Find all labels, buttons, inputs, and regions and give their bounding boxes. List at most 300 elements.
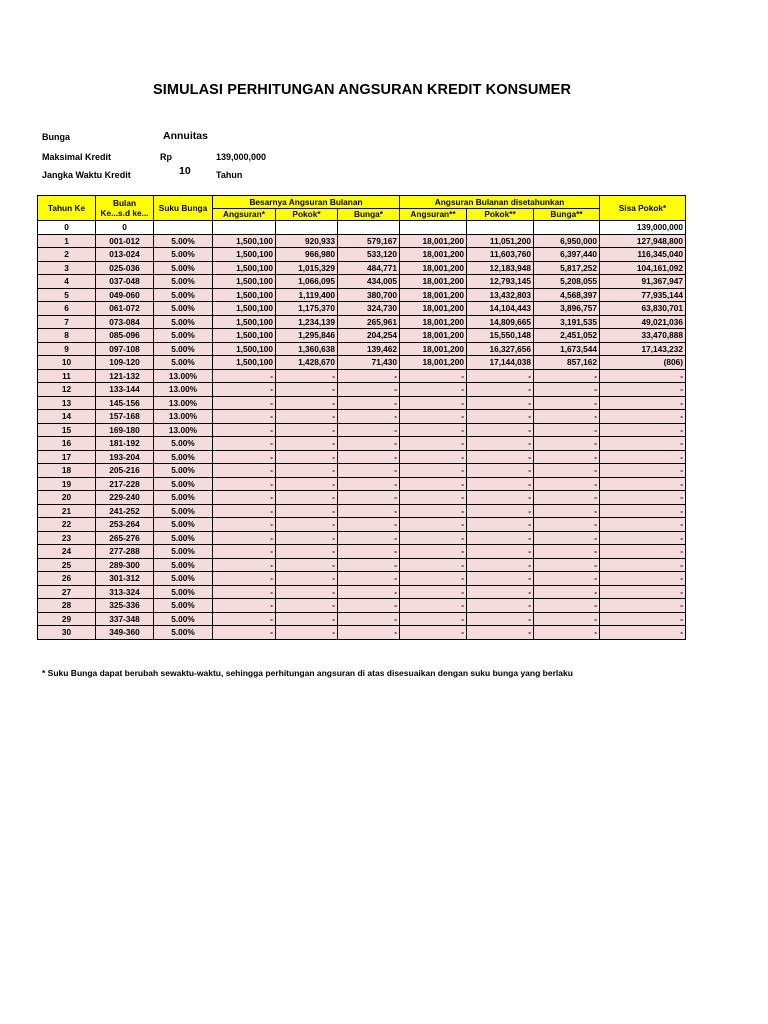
cell-pokok: - bbox=[276, 504, 338, 518]
cell-pokok-tahunan: 11,603,760 bbox=[467, 248, 534, 262]
jangka-waktu-label: Jangka Waktu Kredit bbox=[42, 170, 131, 180]
footnote: * Suku Bunga dapat berubah sewaktu-waktu, sehingga perhitungan angsuran di atas disesuaikan dengan suku bunga yang berlaku bbox=[42, 668, 573, 678]
cell-bunga-tahunan: 2,451,052 bbox=[534, 329, 600, 343]
cell-angsuran-tahunan: - bbox=[400, 410, 467, 424]
cell-bunga: - bbox=[338, 383, 400, 397]
cell-suku-bunga: 5.00% bbox=[154, 545, 213, 559]
cell-sisa-pokok: 49,021,036 bbox=[600, 315, 686, 329]
cell-bunga: - bbox=[338, 572, 400, 586]
cell-suku-bunga: 5.00% bbox=[154, 531, 213, 545]
cell-bunga-tahunan: - bbox=[534, 423, 600, 437]
cell-suku-bunga: 5.00% bbox=[154, 626, 213, 640]
cell-sisa-pokok: 116,345,040 bbox=[600, 248, 686, 262]
cell-suku-bunga: 5.00% bbox=[154, 504, 213, 518]
header-angsuran-tahunan: Angsuran** bbox=[400, 208, 467, 221]
cell-bulan: 085-096 bbox=[96, 329, 154, 343]
cell-angsuran-tahunan: 18,001,200 bbox=[400, 288, 467, 302]
page-title: SIMULASI PERHITUNGAN ANGSURAN KREDIT KONSUMER bbox=[152, 82, 572, 98]
cell-pokok-tahunan: 12,183,948 bbox=[467, 261, 534, 275]
cell-bunga-tahunan: - bbox=[534, 464, 600, 478]
cell-bunga: - bbox=[338, 558, 400, 572]
jangka-waktu-value: 10 bbox=[179, 165, 191, 177]
table-row bbox=[38, 558, 686, 572]
cell-tahun: 12 bbox=[38, 383, 96, 397]
cell-bunga: - bbox=[338, 585, 400, 599]
cell-bunga-tahunan bbox=[534, 221, 600, 235]
cell-sisa-pokok: 77,935,144 bbox=[600, 288, 686, 302]
cell-bunga bbox=[338, 221, 400, 235]
cell-angsuran: 1,500,100 bbox=[213, 234, 276, 248]
installment-table bbox=[37, 195, 686, 640]
cell-suku-bunga: 13.00% bbox=[154, 423, 213, 437]
cell-pokok: 920,933 bbox=[276, 234, 338, 248]
cell-tahun: 22 bbox=[38, 518, 96, 532]
cell-bunga: 434,005 bbox=[338, 275, 400, 289]
cell-pokok: - bbox=[276, 477, 338, 491]
bunga-label: Bunga bbox=[42, 132, 70, 142]
cell-angsuran-tahunan: - bbox=[400, 585, 467, 599]
cell-angsuran-tahunan: - bbox=[400, 626, 467, 640]
cell-bulan: 001-012 bbox=[96, 234, 154, 248]
cell-pokok-tahunan: - bbox=[467, 545, 534, 559]
cell-sisa-pokok: - bbox=[600, 626, 686, 640]
cell-sisa-pokok: - bbox=[600, 491, 686, 505]
cell-angsuran-tahunan: 18,001,200 bbox=[400, 315, 467, 329]
cell-angsuran: - bbox=[213, 585, 276, 599]
cell-sisa-pokok: - bbox=[600, 558, 686, 572]
cell-bunga-tahunan: - bbox=[534, 396, 600, 410]
cell-tahun: 17 bbox=[38, 450, 96, 464]
cell-pokok: - bbox=[276, 626, 338, 640]
cell-bunga-tahunan: 3,896,757 bbox=[534, 302, 600, 316]
cell-pokok: - bbox=[276, 450, 338, 464]
cell-angsuran-tahunan: 18,001,200 bbox=[400, 275, 467, 289]
cell-angsuran: 1,500,100 bbox=[213, 302, 276, 316]
cell-pokok: - bbox=[276, 369, 338, 383]
cell-pokok: 1,015,329 bbox=[276, 261, 338, 275]
cell-sisa-pokok: - bbox=[600, 504, 686, 518]
cell-tahun: 23 bbox=[38, 531, 96, 545]
cell-pokok-tahunan: - bbox=[467, 504, 534, 518]
cell-bulan: 025-036 bbox=[96, 261, 154, 275]
cell-angsuran: - bbox=[213, 612, 276, 626]
cell-pokok-tahunan: - bbox=[467, 531, 534, 545]
cell-tahun: 6 bbox=[38, 302, 96, 316]
cell-angsuran-tahunan: 18,001,200 bbox=[400, 302, 467, 316]
cell-bulan: 217-228 bbox=[96, 477, 154, 491]
cell-suku-bunga: 5.00% bbox=[154, 234, 213, 248]
table-row bbox=[38, 356, 686, 370]
cell-sisa-pokok: - bbox=[600, 477, 686, 491]
cell-tahun: 2 bbox=[38, 248, 96, 262]
cell-bulan: 301-312 bbox=[96, 572, 154, 586]
cell-pokok: - bbox=[276, 612, 338, 626]
cell-angsuran: - bbox=[213, 477, 276, 491]
header-pokok-tahunan: Pokok** bbox=[467, 208, 534, 221]
table-row bbox=[38, 302, 686, 316]
cell-bunga: - bbox=[338, 518, 400, 532]
cell-angsuran: 1,500,100 bbox=[213, 288, 276, 302]
cell-bunga-tahunan: 5,208,055 bbox=[534, 275, 600, 289]
cell-bunga: - bbox=[338, 491, 400, 505]
cell-angsuran-tahunan: - bbox=[400, 518, 467, 532]
cell-angsuran: - bbox=[213, 410, 276, 424]
cell-pokok: 1,066,095 bbox=[276, 275, 338, 289]
cell-sisa-pokok: - bbox=[600, 464, 686, 478]
cell-pokok: - bbox=[276, 437, 338, 451]
cell-angsuran-tahunan: - bbox=[400, 599, 467, 613]
cell-angsuran-tahunan: 18,001,200 bbox=[400, 234, 467, 248]
cell-bunga: - bbox=[338, 504, 400, 518]
cell-bulan: 169-180 bbox=[96, 423, 154, 437]
cell-sisa-pokok: - bbox=[600, 531, 686, 545]
cell-bunga-tahunan: 4,568,397 bbox=[534, 288, 600, 302]
cell-bunga-tahunan: - bbox=[534, 477, 600, 491]
cell-sisa-pokok: 63,830,701 bbox=[600, 302, 686, 316]
cell-angsuran-tahunan: 18,001,200 bbox=[400, 248, 467, 262]
cell-bunga: 139,462 bbox=[338, 342, 400, 356]
cell-angsuran: 1,500,100 bbox=[213, 329, 276, 343]
cell-pokok: - bbox=[276, 410, 338, 424]
cell-tahun: 9 bbox=[38, 342, 96, 356]
cell-pokok-tahunan: 13,432,803 bbox=[467, 288, 534, 302]
cell-bulan: 133-144 bbox=[96, 383, 154, 397]
cell-bulan: 097-108 bbox=[96, 342, 154, 356]
cell-bunga: - bbox=[338, 477, 400, 491]
cell-angsuran: - bbox=[213, 572, 276, 586]
cell-bunga: 484,771 bbox=[338, 261, 400, 275]
cell-suku-bunga: 5.00% bbox=[154, 437, 213, 451]
cell-pokok: - bbox=[276, 518, 338, 532]
cell-sisa-pokok: 91,367,947 bbox=[600, 275, 686, 289]
header-bunga: Bunga* bbox=[338, 208, 400, 221]
cell-angsuran-tahunan: - bbox=[400, 558, 467, 572]
cell-bulan: 265-276 bbox=[96, 531, 154, 545]
cell-tahun: 14 bbox=[38, 410, 96, 424]
table-row bbox=[38, 288, 686, 302]
cell-bunga-tahunan: - bbox=[534, 518, 600, 532]
cell-bunga: 204,254 bbox=[338, 329, 400, 343]
cell-suku-bunga: 5.00% bbox=[154, 585, 213, 599]
cell-tahun: 8 bbox=[38, 329, 96, 343]
cell-bulan: 049-060 bbox=[96, 288, 154, 302]
cell-suku-bunga: 5.00% bbox=[154, 450, 213, 464]
cell-tahun: 25 bbox=[38, 558, 96, 572]
cell-bunga: 265,961 bbox=[338, 315, 400, 329]
cell-pokok-tahunan: - bbox=[467, 437, 534, 451]
cell-tahun: 29 bbox=[38, 612, 96, 626]
table-row bbox=[38, 599, 686, 613]
cell-tahun: 3 bbox=[38, 261, 96, 275]
table-row bbox=[38, 518, 686, 532]
cell-angsuran-tahunan: - bbox=[400, 396, 467, 410]
cell-angsuran: - bbox=[213, 437, 276, 451]
cell-bulan: 121-132 bbox=[96, 369, 154, 383]
cell-tahun: 30 bbox=[38, 626, 96, 640]
table-row bbox=[38, 531, 686, 545]
cell-pokok-tahunan: - bbox=[467, 396, 534, 410]
cell-angsuran: 1,500,100 bbox=[213, 261, 276, 275]
cell-pokok-tahunan: - bbox=[467, 491, 534, 505]
cell-pokok-tahunan: - bbox=[467, 572, 534, 586]
cell-angsuran: 1,500,100 bbox=[213, 342, 276, 356]
table-row bbox=[38, 464, 686, 478]
cell-angsuran-tahunan: 18,001,200 bbox=[400, 356, 467, 370]
cell-bulan: 013-024 bbox=[96, 248, 154, 262]
cell-pokok-tahunan: - bbox=[467, 450, 534, 464]
cell-angsuran-tahunan: - bbox=[400, 504, 467, 518]
cell-bunga: 579,167 bbox=[338, 234, 400, 248]
table-row bbox=[38, 234, 686, 248]
cell-pokok: 1,175,370 bbox=[276, 302, 338, 316]
cell-tahun: 1 bbox=[38, 234, 96, 248]
cell-sisa-pokok: - bbox=[600, 585, 686, 599]
cell-pokok-tahunan: - bbox=[467, 410, 534, 424]
header-group-tahunan: Angsuran Bulanan disetahunkan bbox=[400, 196, 600, 209]
table-row bbox=[38, 275, 686, 289]
cell-suku-bunga: 5.00% bbox=[154, 356, 213, 370]
cell-angsuran: - bbox=[213, 545, 276, 559]
cell-pokok: 1,428,670 bbox=[276, 356, 338, 370]
cell-bulan: 289-300 bbox=[96, 558, 154, 572]
cell-suku-bunga: 5.00% bbox=[154, 329, 213, 343]
cell-tahun: 4 bbox=[38, 275, 96, 289]
cell-bulan: 109-120 bbox=[96, 356, 154, 370]
cell-bunga-tahunan: - bbox=[534, 504, 600, 518]
cell-angsuran: - bbox=[213, 383, 276, 397]
cell-angsuran-tahunan: - bbox=[400, 612, 467, 626]
cell-bulan: 145-156 bbox=[96, 396, 154, 410]
cell-bulan: 253-264 bbox=[96, 518, 154, 532]
cell-suku-bunga: 13.00% bbox=[154, 396, 213, 410]
cell-sisa-pokok: 33,470,888 bbox=[600, 329, 686, 343]
cell-angsuran-tahunan: - bbox=[400, 437, 467, 451]
cell-bunga-tahunan: - bbox=[534, 545, 600, 559]
cell-angsuran: - bbox=[213, 423, 276, 437]
cell-tahun: 11 bbox=[38, 369, 96, 383]
cell-suku-bunga: 5.00% bbox=[154, 599, 213, 613]
cell-pokok-tahunan: 17,144,038 bbox=[467, 356, 534, 370]
cell-bunga: - bbox=[338, 545, 400, 559]
header-sisa-pokok: Sisa Pokok* bbox=[600, 196, 686, 221]
table-row bbox=[38, 410, 686, 424]
cell-sisa-pokok: - bbox=[600, 396, 686, 410]
cell-pokok-tahunan: 14,104,443 bbox=[467, 302, 534, 316]
cell-bunga-tahunan: - bbox=[534, 437, 600, 451]
cell-bunga-tahunan: - bbox=[534, 491, 600, 505]
cell-bunga-tahunan: 857,162 bbox=[534, 356, 600, 370]
cell-angsuran: 1,500,100 bbox=[213, 356, 276, 370]
cell-angsuran: 1,500,100 bbox=[213, 275, 276, 289]
cell-angsuran-tahunan: - bbox=[400, 369, 467, 383]
cell-tahun: 10 bbox=[38, 356, 96, 370]
table-row bbox=[38, 504, 686, 518]
cell-suku-bunga: 5.00% bbox=[154, 464, 213, 478]
cell-bunga-tahunan: 5,817,252 bbox=[534, 261, 600, 275]
table-row bbox=[38, 261, 686, 275]
cell-bunga: - bbox=[338, 464, 400, 478]
cell-tahun: 13 bbox=[38, 396, 96, 410]
cell-pokok-tahunan: 12,793,145 bbox=[467, 275, 534, 289]
cell-sisa-pokok: 104,161,092 bbox=[600, 261, 686, 275]
cell-pokok: - bbox=[276, 396, 338, 410]
cell-pokok-tahunan: - bbox=[467, 464, 534, 478]
jangka-waktu-unit: Tahun bbox=[216, 170, 243, 180]
table-row bbox=[38, 585, 686, 599]
cell-angsuran-tahunan: - bbox=[400, 545, 467, 559]
cell-sisa-pokok: - bbox=[600, 423, 686, 437]
cell-pokok bbox=[276, 221, 338, 235]
cell-angsuran: - bbox=[213, 599, 276, 613]
header-tahun: Tahun Ke bbox=[38, 196, 96, 221]
cell-bunga-tahunan: - bbox=[534, 572, 600, 586]
cell-angsuran: - bbox=[213, 491, 276, 505]
table-row bbox=[38, 248, 686, 262]
table-row bbox=[38, 450, 686, 464]
cell-pokok-tahunan: - bbox=[467, 383, 534, 397]
cell-angsuran-tahunan: 18,001,200 bbox=[400, 261, 467, 275]
cell-angsuran bbox=[213, 221, 276, 235]
cell-angsuran: - bbox=[213, 504, 276, 518]
cell-bunga-tahunan: 3,191,535 bbox=[534, 315, 600, 329]
cell-pokok-tahunan: - bbox=[467, 558, 534, 572]
cell-suku-bunga: 13.00% bbox=[154, 383, 213, 397]
cell-pokok: 1,234,139 bbox=[276, 315, 338, 329]
cell-angsuran-tahunan: - bbox=[400, 531, 467, 545]
cell-suku-bunga: 5.00% bbox=[154, 302, 213, 316]
header-bulan: Bulan Ke...s.d ke... bbox=[96, 196, 154, 221]
cell-bulan: 229-240 bbox=[96, 491, 154, 505]
cell-pokok: 1,295,846 bbox=[276, 329, 338, 343]
cell-bunga-tahunan: 1,673,544 bbox=[534, 342, 600, 356]
cell-bunga-tahunan: - bbox=[534, 369, 600, 383]
cell-tahun: 19 bbox=[38, 477, 96, 491]
cell-bulan: 337-348 bbox=[96, 612, 154, 626]
table-row bbox=[38, 342, 686, 356]
cell-suku-bunga bbox=[154, 221, 213, 235]
cell-bunga: - bbox=[338, 437, 400, 451]
cell-bunga: - bbox=[338, 423, 400, 437]
table-row bbox=[38, 477, 686, 491]
cell-suku-bunga: 5.00% bbox=[154, 261, 213, 275]
cell-suku-bunga: 5.00% bbox=[154, 558, 213, 572]
cell-bunga-tahunan: - bbox=[534, 585, 600, 599]
cell-angsuran: - bbox=[213, 626, 276, 640]
cell-pokok: 966,980 bbox=[276, 248, 338, 262]
cell-angsuran-tahunan: - bbox=[400, 383, 467, 397]
cell-pokok: - bbox=[276, 423, 338, 437]
cell-suku-bunga: 5.00% bbox=[154, 612, 213, 626]
cell-bunga: - bbox=[338, 369, 400, 383]
cell-bulan: 349-360 bbox=[96, 626, 154, 640]
table-row bbox=[38, 491, 686, 505]
table-row bbox=[38, 396, 686, 410]
cell-pokok: - bbox=[276, 599, 338, 613]
cell-suku-bunga: 5.00% bbox=[154, 491, 213, 505]
cell-bunga-tahunan: - bbox=[534, 558, 600, 572]
cell-pokok: - bbox=[276, 558, 338, 572]
cell-angsuran-tahunan: 18,001,200 bbox=[400, 329, 467, 343]
cell-tahun: 16 bbox=[38, 437, 96, 451]
cell-bunga: 533,120 bbox=[338, 248, 400, 262]
cell-pokok-tahunan: - bbox=[467, 585, 534, 599]
cell-tahun: 26 bbox=[38, 572, 96, 586]
cell-pokok: - bbox=[276, 464, 338, 478]
cell-suku-bunga: 5.00% bbox=[154, 518, 213, 532]
cell-angsuran-tahunan: 18,001,200 bbox=[400, 342, 467, 356]
cell-suku-bunga: 13.00% bbox=[154, 410, 213, 424]
cell-pokok: - bbox=[276, 531, 338, 545]
cell-tahun: 21 bbox=[38, 504, 96, 518]
cell-angsuran-tahunan: - bbox=[400, 450, 467, 464]
table-row bbox=[38, 315, 686, 329]
cell-angsuran-tahunan: - bbox=[400, 423, 467, 437]
cell-bulan: 241-252 bbox=[96, 504, 154, 518]
cell-pokok: - bbox=[276, 383, 338, 397]
cell-bunga: - bbox=[338, 410, 400, 424]
cell-bunga-tahunan: - bbox=[534, 612, 600, 626]
cell-angsuran-tahunan: - bbox=[400, 464, 467, 478]
table-row bbox=[38, 545, 686, 559]
cell-angsuran: - bbox=[213, 518, 276, 532]
cell-angsuran: - bbox=[213, 369, 276, 383]
cell-tahun: 0 bbox=[38, 221, 96, 235]
cell-pokok-tahunan: 11,051,200 bbox=[467, 234, 534, 248]
cell-tahun: 5 bbox=[38, 288, 96, 302]
header-suku-bunga: Suku Bunga bbox=[154, 196, 213, 221]
cell-bunga-tahunan: - bbox=[534, 410, 600, 424]
cell-bunga-tahunan: - bbox=[534, 531, 600, 545]
cell-bulan: 325-336 bbox=[96, 599, 154, 613]
table-row bbox=[38, 626, 686, 640]
cell-pokok-tahunan: - bbox=[467, 612, 534, 626]
cell-bunga-tahunan: - bbox=[534, 450, 600, 464]
cell-angsuran: - bbox=[213, 531, 276, 545]
cell-angsuran-tahunan bbox=[400, 221, 467, 235]
cell-angsuran: 1,500,100 bbox=[213, 248, 276, 262]
cell-sisa-pokok: - bbox=[600, 612, 686, 626]
cell-bulan: 277-288 bbox=[96, 545, 154, 559]
table-row bbox=[38, 612, 686, 626]
cell-pokok: 1,119,400 bbox=[276, 288, 338, 302]
cell-bunga: - bbox=[338, 612, 400, 626]
header-pokok: Pokok* bbox=[276, 208, 338, 221]
cell-angsuran-tahunan: - bbox=[400, 491, 467, 505]
cell-suku-bunga: 5.00% bbox=[154, 477, 213, 491]
table-row bbox=[38, 221, 686, 235]
cell-sisa-pokok: 17,143,232 bbox=[600, 342, 686, 356]
table-row bbox=[38, 423, 686, 437]
cell-bunga: 380,700 bbox=[338, 288, 400, 302]
cell-bulan: 037-048 bbox=[96, 275, 154, 289]
cell-bunga: - bbox=[338, 599, 400, 613]
cell-pokok: - bbox=[276, 545, 338, 559]
cell-bulan: 073-084 bbox=[96, 315, 154, 329]
cell-tahun: 7 bbox=[38, 315, 96, 329]
cell-sisa-pokok: - bbox=[600, 450, 686, 464]
header-group-bulanan: Besarnya Angsuran Bulanan bbox=[213, 196, 400, 209]
cell-suku-bunga: 5.00% bbox=[154, 248, 213, 262]
table-row bbox=[38, 383, 686, 397]
cell-bunga-tahunan: - bbox=[534, 599, 600, 613]
cell-bunga: - bbox=[338, 450, 400, 464]
cell-bunga-tahunan: - bbox=[534, 383, 600, 397]
table-row bbox=[38, 329, 686, 343]
cell-sisa-pokok: - bbox=[600, 437, 686, 451]
cell-bunga: - bbox=[338, 396, 400, 410]
header-angsuran: Angsuran* bbox=[213, 208, 276, 221]
cut-off-column-edge bbox=[710, 205, 713, 635]
